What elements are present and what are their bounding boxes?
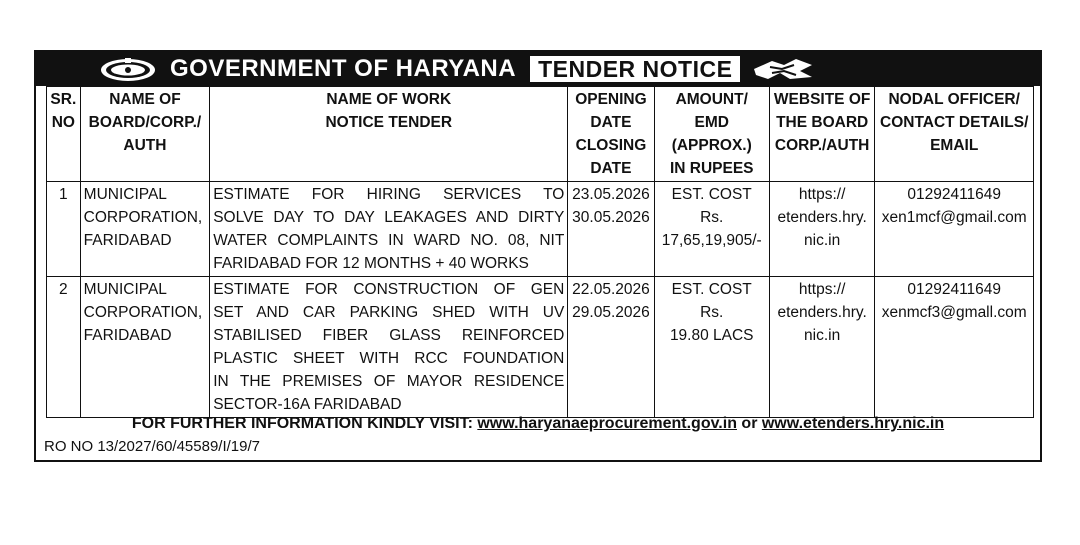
further-info-line [36, 415, 1040, 433]
tender-notice-label: TENDER NOTICE [530, 56, 740, 82]
contact-phone: 01292411649 [907, 281, 1002, 298]
sr-number: 1 [47, 182, 81, 277]
government-title: GOVERNMENT OF HARYANA [170, 55, 517, 82]
amount: EST. COST Rs. 17,65,19,905/- [654, 182, 769, 277]
header-website: WEBSITE OF THE BOARD CORP./AUTH [769, 87, 875, 182]
header-amount: AMOUNT/ EMD (APPROX.) IN RUPEES [654, 87, 769, 182]
haryana-eprocurement-link[interactable]: www.haryanaeprocurement.gov.in [477, 415, 737, 432]
website-link[interactable]: https:// etenders.hry. nic.in [769, 182, 875, 277]
opening-date: 22.05.2026 [572, 281, 650, 298]
haryana-logo-icon [750, 55, 816, 83]
contact-phone: 01292411649 [907, 186, 1002, 203]
ro-number: RO NO 13/2027/60/45589/I/19/7 [44, 438, 260, 455]
table-header-row [47, 87, 1034, 182]
or-text: or [736, 415, 762, 432]
board-name: MUNICIPAL CORPORATION, FARIDABAD [80, 277, 210, 418]
sr-number: 2 [47, 277, 81, 418]
header-dates: OPENING DATE CLOSING DATE [568, 87, 654, 182]
tender-table [46, 86, 1034, 418]
tender-notice [34, 50, 1042, 462]
website-link[interactable]: https:// etenders.hry. nic.in [769, 277, 875, 418]
header-board-name: NAME OF BOARD/CORP./ AUTH [80, 87, 210, 182]
work-description: ESTIMATE FOR CONSTRUCTION OF GEN SET AND CAR PARKING SHED WITH UV STABILISED FIBER GLASS REINFORCED PLASTIC SHEET WITH RCC FOUNDATION IN THE PREMISES OF MAYOR RESIDENCE SECTOR-16A FARIDABAD [210, 277, 568, 418]
table-row [47, 182, 1034, 277]
closing-date: 30.05.2026 [572, 209, 650, 226]
amount: EST. COST Rs. 19.80 LACS [654, 277, 769, 418]
tender-dates [568, 182, 654, 277]
nodal-contact [875, 277, 1034, 418]
board-name: MUNICIPAL CORPORATION, FARIDABAD [80, 182, 210, 277]
header-nodal-officer: NODAL OFFICER/ CONTACT DETAILS/ EMAIL [875, 87, 1034, 182]
work-description: ESTIMATE FOR HIRING SERVICES TO SOLVE DAY TO DAY LEAKAGES AND DIRTY WATER COMPLAINTS IN WARD NO. 08, NIT FARIDABAD FOR 12 MONTHS + 40 WORKS [210, 182, 568, 277]
state-emblem-icon [98, 56, 158, 82]
header-name-of-work: NAME OF WORK NOTICE TENDER [210, 87, 568, 182]
etenders-link[interactable]: www.etenders.hry.nic.in [761, 415, 945, 432]
opening-date: 23.05.2026 [572, 186, 650, 203]
tender-dates [568, 277, 654, 418]
header-sr-no: SR. NO [47, 87, 81, 182]
contact-email[interactable]: xenmcf3@gmall.com [881, 304, 1027, 321]
contact-email[interactable]: xen1mcf@gmail.com [881, 209, 1027, 226]
further-info-label: FOR FURTHER INFORMATION KINDLY VISIT: [131, 415, 478, 432]
header-banner [36, 52, 1040, 86]
table-row [47, 277, 1034, 418]
nodal-contact [875, 182, 1034, 277]
closing-date: 29.05.2026 [572, 304, 650, 321]
